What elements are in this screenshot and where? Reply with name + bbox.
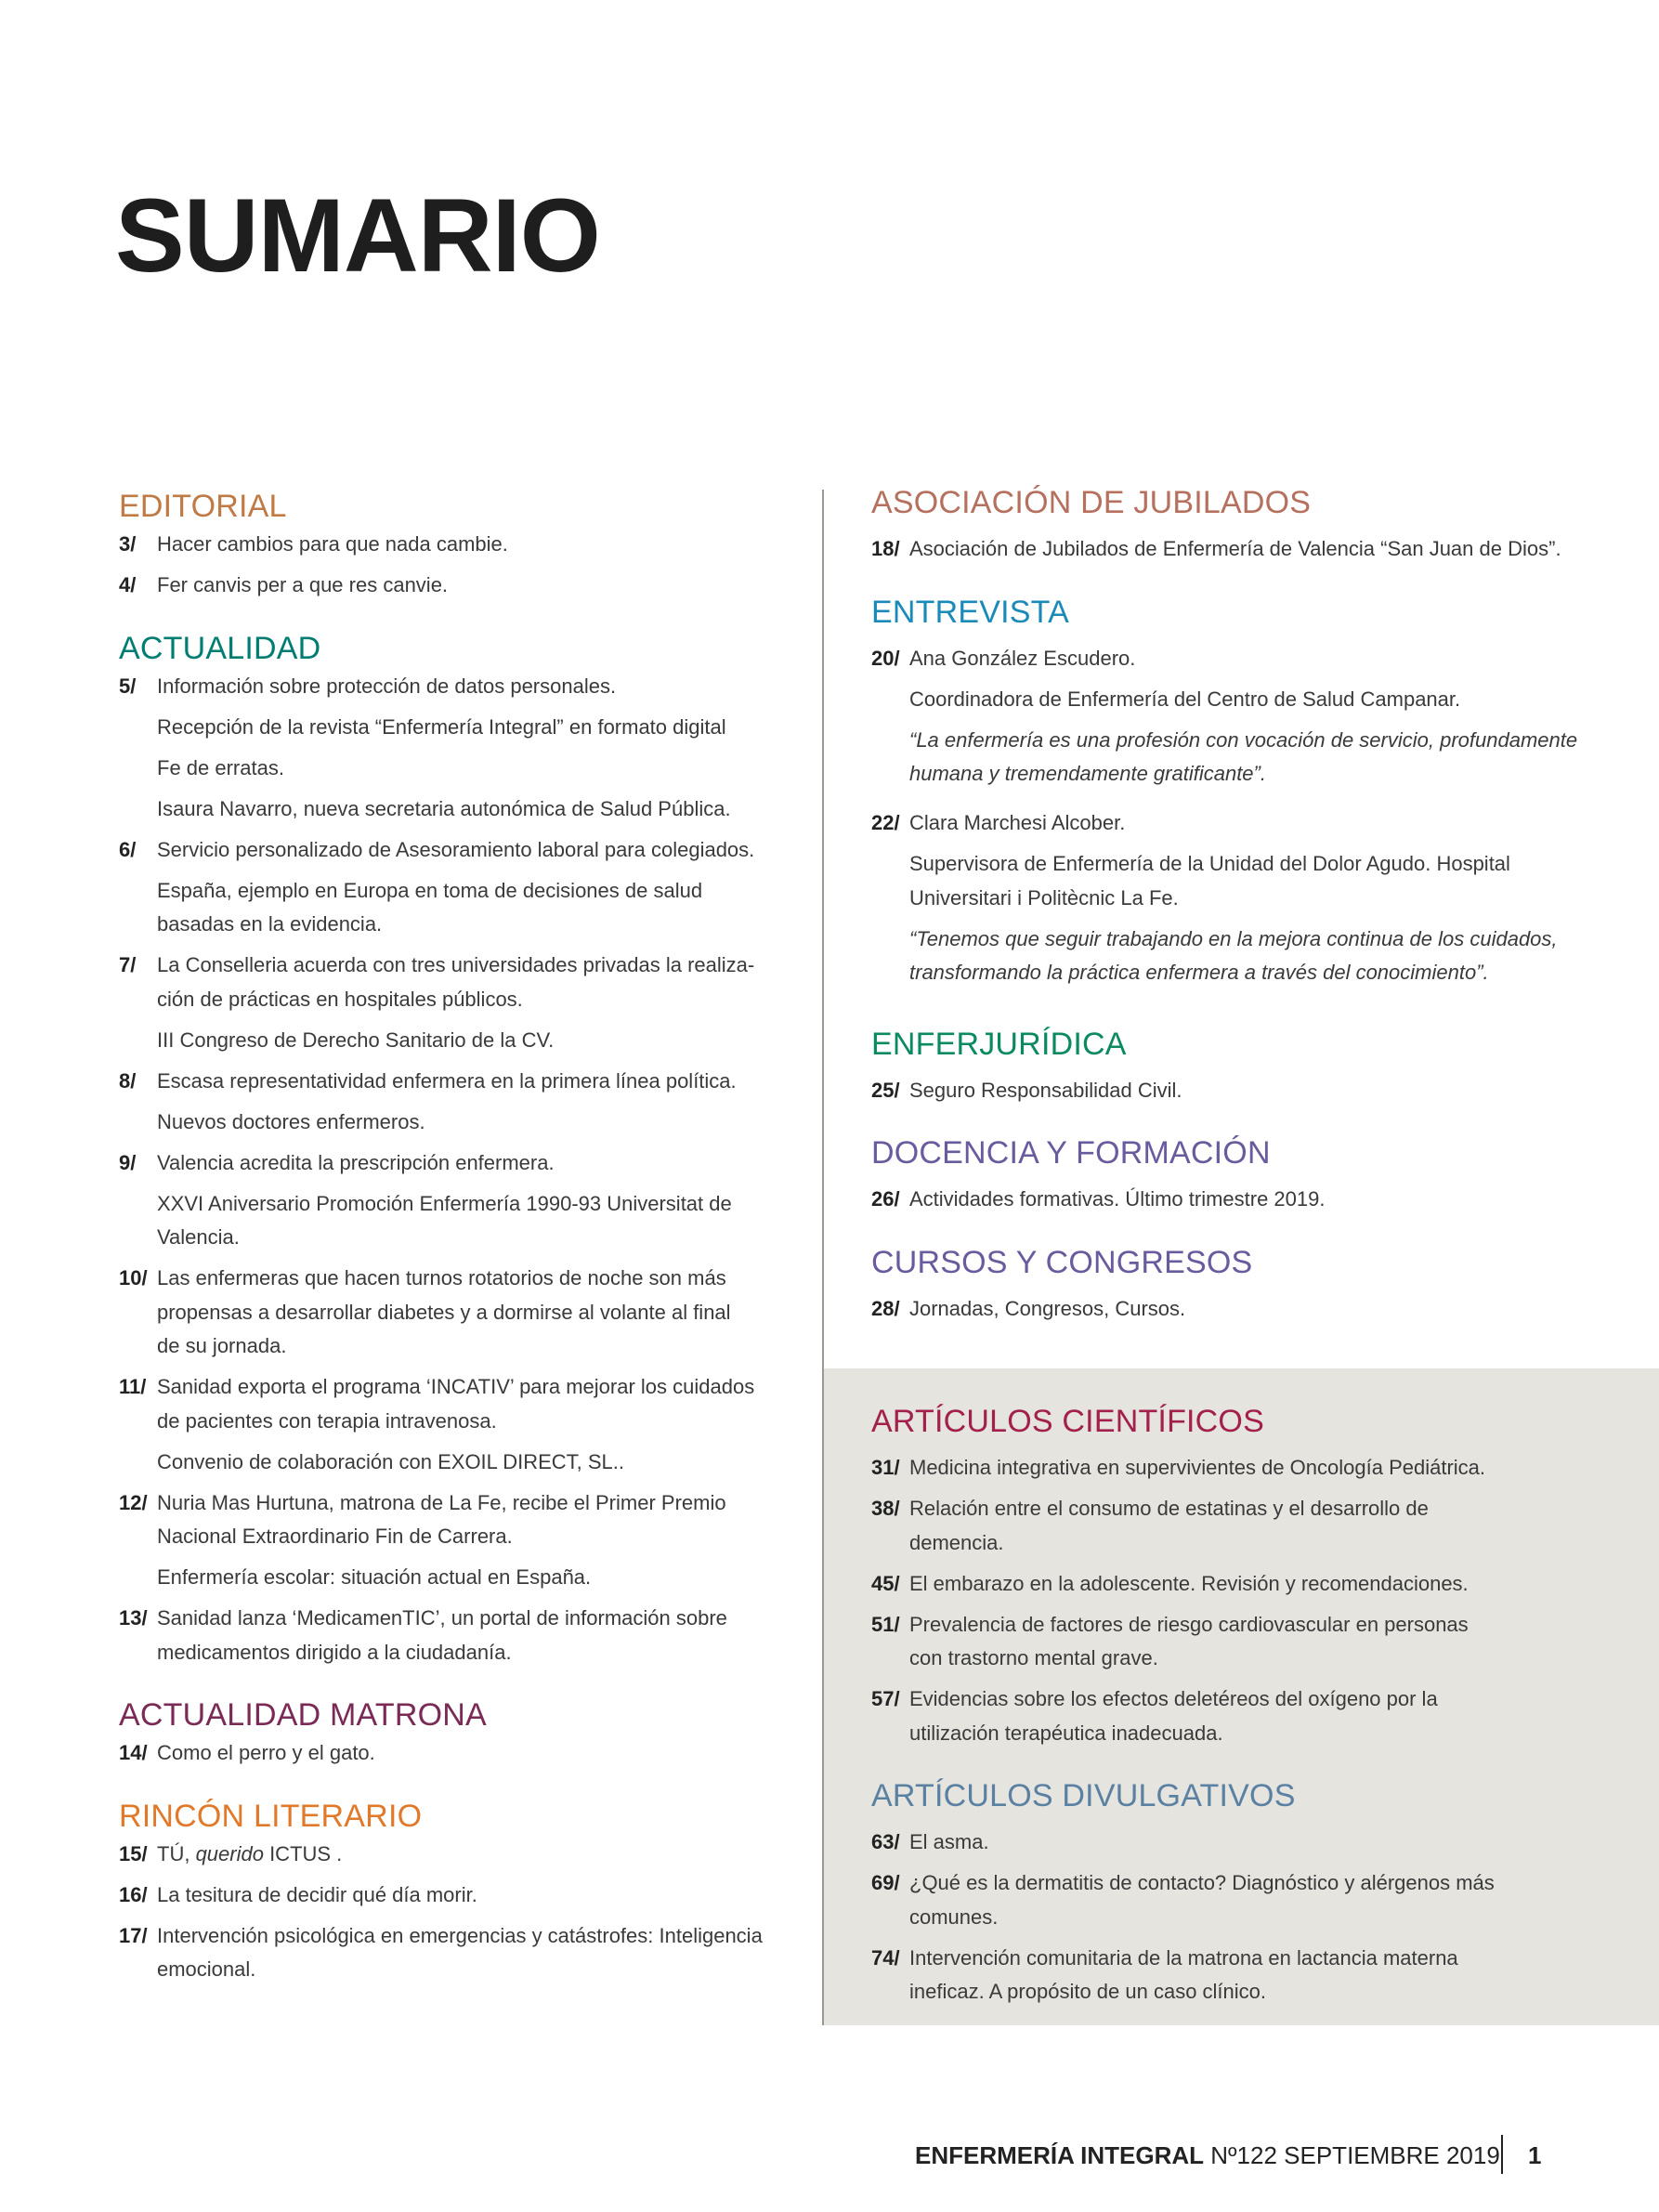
- entry-title: [909, 1682, 1633, 1750]
- entry-line: Enfermería escolar: situación actual en España.: [157, 1565, 592, 1589]
- toc-entry[interactable]: [119, 670, 806, 827]
- entry-titles: [157, 1065, 806, 1140]
- entry-line: Nuevos doctores enfermeros.: [157, 1109, 425, 1133]
- toc-section: [871, 1132, 1633, 1217]
- entry-titles: [157, 1146, 806, 1255]
- entry-line: “Tenemos que seguir trabajando en la mejora continua de los cuidados,: [909, 926, 1558, 950]
- page-number-ref: 26/: [871, 1187, 900, 1211]
- entry-line: de pacientes con terapia intravenosa.: [157, 1408, 497, 1433]
- entry-line: “La enfermería es una profesión con vocación de servicio, profundamente: [909, 727, 1578, 752]
- page-number-ref: 57/: [871, 1687, 900, 1710]
- page-number-ref: 22/: [871, 811, 900, 834]
- page-number-ref: 31/: [871, 1456, 900, 1479]
- entry-title: [157, 752, 806, 786]
- page-number-ref: 12/: [119, 1490, 148, 1514]
- toc-entry[interactable]: [119, 1736, 806, 1771]
- entry-line: Fer canvis per a que res canvie.: [157, 573, 449, 596]
- toc-entry[interactable]: [871, 1608, 1633, 1676]
- entry-line: basadas en la evidencia.: [157, 912, 383, 936]
- entry-titles: [157, 1262, 806, 1364]
- toc-entry[interactable]: [119, 1262, 806, 1364]
- entry-line: El asma.: [909, 1830, 989, 1853]
- entry-titles: [909, 532, 1633, 567]
- entry-line: Fe de erratas.: [157, 755, 284, 779]
- entry-line: XXVI Aniversario Promoción Enfermería 1990-93 Universitat de: [157, 1191, 732, 1215]
- entry-line: ción de prácticas en hospitales públicos.: [157, 987, 523, 1011]
- entry-line: Nacional Extraordinario Fin de Carrera.: [157, 1525, 513, 1548]
- entry-line: Isaura Navarro, nueva secretaria autonómica de Salud Pública.: [157, 796, 731, 820]
- entry-titles: [909, 1682, 1633, 1750]
- page-number-ref: 45/: [871, 1571, 900, 1595]
- entry-titles: [157, 670, 806, 827]
- page-number-ref: 6/: [119, 837, 137, 861]
- page-number-ref: 15/: [119, 1841, 148, 1865]
- entry-title: [157, 1838, 806, 1872]
- toc-section: [119, 627, 806, 1670]
- toc-entry[interactable]: [119, 1919, 806, 1987]
- section-heading: ENTREVISTA: [871, 594, 1069, 630]
- entry-titles: [157, 1838, 806, 1872]
- toc-entry[interactable]: [119, 1486, 806, 1595]
- entry-title: [157, 1736, 806, 1771]
- entry-titles: [157, 569, 806, 603]
- entry-titles: [157, 1370, 806, 1479]
- entry-title: [909, 1866, 1633, 1934]
- toc-entry[interactable]: [119, 569, 806, 603]
- entry-title: [157, 1106, 806, 1140]
- entry-line: Recepción de la revista “Enfermería Integral” en formato digital: [157, 714, 726, 739]
- page-number-ref: 17/: [119, 1923, 148, 1947]
- entry-line: Clara Marchesi Alcober.: [909, 811, 1126, 834]
- entry-line: Supervisora de Enfermería de la Unidad del Dolor Agudo. Hospital: [909, 852, 1510, 875]
- entry-line: transformando la práctica enfermera a través del conocimiento”.: [909, 961, 1489, 984]
- entry-line: Relación entre el consumo de estatinas y el desarrollo de: [909, 1497, 1429, 1520]
- entry-title: [909, 532, 1633, 567]
- toc-entry[interactable]: [119, 949, 806, 1057]
- entry-title: [157, 949, 806, 1016]
- entry-line: Intervención comunitaria de la matrona en lactancia materna: [909, 1945, 1458, 1970]
- entry-title: [157, 1602, 806, 1669]
- entry-titles: [157, 1602, 806, 1669]
- right-column-top: [871, 481, 1633, 1326]
- interview-quote: [909, 923, 1633, 990]
- section-heading: DOCENCIA Y FORMACIÓN: [871, 1135, 1271, 1171]
- page-number-ref: 74/: [871, 1945, 900, 1970]
- entry-title: [909, 1608, 1633, 1676]
- page-number-ref: 11/: [119, 1375, 147, 1398]
- toc-section: [871, 591, 1633, 999]
- entry-titles: [909, 1826, 1633, 1860]
- page-title: SUMARIO: [115, 177, 600, 294]
- toc-section: [119, 1795, 806, 1987]
- entry-title: [157, 1262, 806, 1364]
- page-number-ref: 25/: [871, 1078, 900, 1102]
- section-heading: RINCÓN LITERARIO: [119, 1798, 423, 1834]
- entry-line: Valencia acredita la prescripción enfermera.: [157, 1150, 555, 1174]
- entry-line: medicamentos dirigido a la ciudadanía.: [157, 1640, 512, 1664]
- entry-title: [157, 711, 806, 745]
- entry-line: Información sobre protección de datos personales.: [157, 674, 617, 698]
- toc-entry[interactable]: [119, 833, 806, 942]
- toc-section: [119, 1694, 806, 1771]
- page-number-ref: 14/: [119, 1741, 148, 1764]
- entry-line: Nuria Mas Hurtuna, matrona de La Fe, recibe el Primer Premio: [157, 1490, 726, 1514]
- section-heading: ENFERJURÍDICA: [871, 1026, 1127, 1062]
- toc-section: [119, 485, 806, 603]
- entry-title: [157, 1024, 806, 1058]
- toc-section: [871, 1400, 1633, 1750]
- toc-section: [871, 1774, 1633, 2009]
- entry-titles: [909, 1492, 1633, 1560]
- entry-titles: [909, 1451, 1633, 1486]
- toc-section: [871, 481, 1633, 567]
- entry-line: Actividades formativas. Último trimestre 2019.: [909, 1187, 1326, 1211]
- entry-line: La tesitura de decidir qué día morir.: [157, 1882, 477, 1906]
- entry-title: [157, 1878, 806, 1913]
- entry-title: [157, 1446, 806, 1480]
- entry-title: [157, 1561, 806, 1595]
- toc-entry[interactable]: [119, 528, 806, 562]
- entry-titles: [909, 1292, 1633, 1327]
- entry-line: ¿Qué es la dermatitis de contacto? Diagnóstico y alérgenos más: [909, 1871, 1495, 1894]
- entry-line: Coordinadora de Enfermería del Centro de Salud Campanar.: [909, 687, 1461, 711]
- entry-titles: [909, 1183, 1633, 1217]
- footer-issue: Nº122 SEPTIEMBRE 2019: [1210, 2141, 1500, 2169]
- entry-title: [157, 670, 806, 704]
- entry-title: [157, 1919, 806, 1987]
- entry-title: [909, 1074, 1633, 1108]
- page-number-ref: 10/: [119, 1266, 148, 1289]
- toc-entry[interactable]: [871, 642, 1633, 800]
- entry-line: Prevalencia de factores de riesgo cardiovascular en personas: [909, 1612, 1469, 1636]
- toc-entry[interactable]: [119, 1065, 806, 1140]
- entry-line: Las enfermeras que hacen turnos rotatorios de noche son más: [157, 1266, 726, 1289]
- entry-line: Escasa representatividad enfermera en la primera línea política.: [157, 1068, 737, 1093]
- entry-titles: [157, 1486, 806, 1595]
- toc-entry[interactable]: [871, 1866, 1633, 1934]
- page-number-ref: 5/: [119, 674, 137, 698]
- toc-entry[interactable]: [119, 1838, 806, 1872]
- entry-line: Medicina integrativa en supervivientes de Oncología Pediátrica.: [909, 1456, 1486, 1479]
- toc-entry[interactable]: [871, 1567, 1633, 1602]
- entry-titles: [909, 1567, 1633, 1602]
- section-heading: ACTUALIDAD: [119, 630, 321, 666]
- page-number-ref: 7/: [119, 953, 137, 976]
- entry-title: [909, 1567, 1633, 1602]
- toc-entry[interactable]: [119, 1878, 806, 1913]
- toc-section: [871, 1023, 1633, 1108]
- entry-titles: [909, 1608, 1633, 1676]
- page-number-ref: 16/: [119, 1882, 148, 1906]
- section-heading: ARTÍCULOS DIVULGATIVOS: [871, 1778, 1296, 1813]
- page-number-ref: 38/: [871, 1497, 900, 1520]
- section-heading: ASOCIACIÓN DE JUBILADOS: [871, 485, 1312, 520]
- entry-title: [157, 1146, 806, 1181]
- page-number-ref: 20/: [871, 646, 900, 670]
- entry-line: utilización terapéutica inadecuada.: [909, 1721, 1223, 1745]
- entry-line: El embarazo en la adolescente. Revisión y recomendaciones.: [909, 1571, 1469, 1595]
- section-heading: CURSOS Y CONGRESOS: [871, 1244, 1253, 1280]
- page-number-ref: 51/: [871, 1612, 900, 1636]
- page-number-ref: 3/: [119, 532, 137, 556]
- entry-title: [157, 1187, 806, 1255]
- entry-title: [909, 1826, 1633, 1860]
- entry-line: Servicio personalizado de Asesoramiento laboral para colegiados.: [157, 837, 755, 861]
- entry-line: con trastorno mental grave.: [909, 1646, 1158, 1669]
- entry-title: [909, 1292, 1633, 1327]
- entry-line: Universitari i Politècnic La Fe.: [909, 885, 1179, 910]
- entry-line: Evidencias sobre los efectos deletéreos del oxígeno por la: [909, 1687, 1438, 1710]
- page-number-ref: 8/: [119, 1068, 137, 1093]
- entry-line: comunes.: [909, 1904, 999, 1929]
- column-divider: [822, 490, 824, 2025]
- entry-titles: [909, 642, 1633, 800]
- entry-line: Jornadas, Congresos, Cursos.: [909, 1296, 1186, 1320]
- entry-titles: [157, 1919, 806, 1987]
- toc-entry[interactable]: [871, 1682, 1633, 1750]
- entry-titles: [909, 1942, 1633, 2009]
- toc-section: [871, 1241, 1633, 1327]
- right-column-articles: [871, 1400, 1633, 2009]
- page-number-ref: 4/: [119, 573, 137, 596]
- entry-title: [909, 806, 1633, 841]
- footer-divider: [1501, 2135, 1503, 2174]
- entry-text: ICTUS .: [263, 1841, 343, 1865]
- page-number-ref: 69/: [871, 1871, 900, 1894]
- entry-titles: [157, 949, 806, 1057]
- entry-line: Intervención psicológica en emergencias y catástrofes: Inteligencia: [157, 1923, 763, 1947]
- toc-entry[interactable]: [119, 1370, 806, 1479]
- entry-italic-text: querido: [195, 1841, 264, 1865]
- entry-title: [157, 569, 806, 603]
- entry-title: [157, 528, 806, 562]
- entry-title: [909, 1183, 1633, 1217]
- page-number-ref: 63/: [871, 1830, 900, 1853]
- entry-line: Asociación de Jubilados de Enfermería de Valencia “San Juan de Dios”.: [909, 537, 1561, 560]
- page-number-ref: 9/: [119, 1150, 137, 1174]
- entry-line: III Congreso de Derecho Sanitario de la CV.: [157, 1027, 555, 1052]
- entry-titles: [909, 806, 1633, 999]
- page-number-ref: 18/: [871, 537, 900, 560]
- toc-entry[interactable]: [871, 806, 1633, 999]
- entry-line: Convenio de colaboración con EXOIL DIRECT, SL..: [157, 1449, 625, 1473]
- entry-title: [157, 1486, 806, 1554]
- entry-titles: [909, 1074, 1633, 1108]
- entry-title: [909, 642, 1633, 676]
- toc-entry[interactable]: [119, 1146, 806, 1255]
- entry-title: [157, 833, 806, 868]
- entry-line: ineficaz. A propósito de un caso clínico.: [909, 1980, 1267, 2003]
- entry-line: La Conselleria acuerda con tres universidades privadas la realiza-: [157, 953, 755, 976]
- entry-line: humana y tremendamente gratificante”.: [909, 762, 1266, 785]
- entry-text: TÚ,: [157, 1841, 196, 1865]
- footer-publication: [915, 2139, 1500, 2172]
- section-heading: EDITORIAL: [119, 489, 287, 524]
- entry-line: Sanidad lanza ‘MedicamenTIC’, un portal de información sobre: [157, 1606, 727, 1630]
- toc-entry[interactable]: [119, 1602, 806, 1669]
- entry-line: propensas a desarrollar diabetes y a dormirse al volante al final: [157, 1300, 731, 1324]
- entry-line: Sanidad exporta el programa ‘INCATIV’ para mejorar los cuidados: [157, 1375, 755, 1398]
- entry-line: emocional.: [157, 1957, 256, 1981]
- entry-line: Hacer cambios para que nada cambie.: [157, 532, 508, 556]
- entry-title: [157, 1370, 806, 1438]
- entry-titles: [909, 1866, 1633, 1934]
- entry-line: Seguro Responsabilidad Civil.: [909, 1078, 1182, 1102]
- toc-entry[interactable]: [871, 1451, 1633, 1486]
- entry-line: Como el perro y el gato.: [157, 1741, 375, 1764]
- entry-line: demencia.: [909, 1530, 1004, 1554]
- entry-line: Valencia.: [157, 1225, 240, 1249]
- page-number: 1: [1528, 2141, 1542, 2169]
- entry-title: [909, 683, 1633, 717]
- section-heading: ARTÍCULOS CIENTÍFICOS: [871, 1404, 1264, 1439]
- page-number-ref: 28/: [871, 1296, 900, 1320]
- entry-title: [909, 1492, 1633, 1560]
- toc-entry[interactable]: [871, 1492, 1633, 1560]
- entry-line: de su jornada.: [157, 1334, 287, 1357]
- entry-title: [909, 847, 1633, 915]
- entry-title: [157, 792, 806, 827]
- entry-title: [157, 874, 806, 942]
- interview-quote: [909, 724, 1633, 792]
- entry-title: [909, 1451, 1633, 1486]
- toc-entry[interactable]: [871, 1826, 1633, 1860]
- toc-entry[interactable]: [871, 1292, 1633, 1327]
- entry-title: [157, 1065, 806, 1099]
- entry-titles: [157, 528, 806, 562]
- toc-entry[interactable]: [871, 1942, 1633, 2009]
- entry-title: [909, 1942, 1633, 2009]
- footer-magazine-name: ENFERMERÍA INTEGRAL: [915, 2141, 1205, 2169]
- left-column: [119, 485, 806, 1987]
- entry-titles: [157, 1878, 806, 1913]
- entry-titles: [157, 833, 806, 942]
- toc-entry[interactable]: [871, 532, 1633, 567]
- entry-line: Ana González Escudero.: [909, 646, 1136, 670]
- page-number-ref: 13/: [119, 1606, 148, 1630]
- section-heading: ACTUALIDAD MATRONA: [119, 1697, 487, 1733]
- entry-titles: [157, 1736, 806, 1771]
- entry-line: España, ejemplo en Europa en toma de decisiones de salud: [157, 878, 703, 902]
- toc-entry[interactable]: [871, 1183, 1633, 1217]
- toc-entry[interactable]: [871, 1074, 1633, 1108]
